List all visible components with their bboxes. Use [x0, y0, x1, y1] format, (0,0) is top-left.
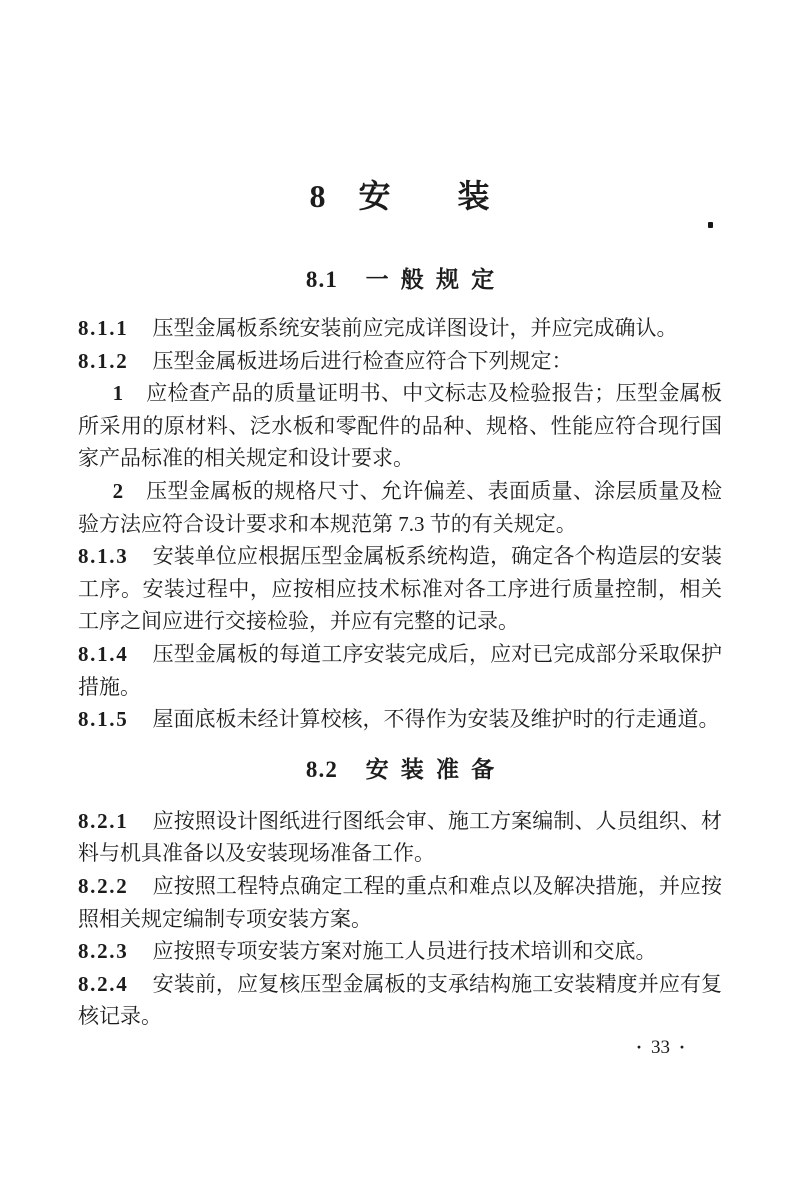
clause-8-2-3: [78, 935, 722, 968]
clause-number: 8.1.1: [78, 316, 129, 340]
sub-item-text: 压型金属板的规格尺寸、允许偏差、表面质量、涂层质量及检验方法应符合设计要求和本规范第 7.3 节的有关规定。: [78, 478, 722, 536]
section-number: 8.2: [305, 756, 339, 782]
footer-dot-left: ·: [635, 1036, 642, 1057]
page-footer: [78, 1035, 722, 1060]
clause-number: 8.2.1: [78, 808, 129, 833]
clause-text: 压型金属板的每道工序安装完成后，应对已完成部分采取保护措施。: [78, 641, 722, 699]
clause-8-1-2: [78, 345, 722, 378]
sub-item-number: 1: [112, 381, 125, 406]
section-heading-8-1: [78, 265, 722, 295]
clause-number: 8.2.3: [78, 939, 129, 964]
section-title: 一 般 规 定: [365, 267, 495, 292]
clause-8-2-1: [78, 805, 722, 870]
clause-text: 安装单位应根据压型金属板系统构造，确定各个构造层的安装工序。安装过程中，应按相应技术标准对各工序进行质量控制，相关工序之间应进行交接检验，并应有完整的记录。: [78, 544, 722, 634]
ink-speck: [708, 222, 713, 228]
sub-item-text: 应检查产品的质量证明书、中文标志及检验报告；压型金属板所采用的原材料、泛水板和零配件的品种、规格、性能应符合现行国家产品标准的相关规定和设计要求。: [78, 381, 722, 471]
clause-text: 安装前，应复核压型金属板的支承结构施工安装精度并应有复核记录。: [78, 971, 722, 1029]
clause-8-1-1: [78, 312, 722, 345]
chapter-heading: [78, 176, 722, 216]
clause-number: 8.1.5: [78, 707, 129, 732]
page-number: 33: [650, 1036, 670, 1058]
clause-8-1-5: [78, 703, 722, 736]
section-body-8-2: [78, 805, 722, 1033]
clause-number: 8.1.3: [78, 544, 129, 569]
clause-text: 应按照设计图纸进行图纸会审、施工方案编制、人员组织、材料与机具准备以及安装现场准备工作。: [78, 808, 722, 866]
sub-item-2: [78, 475, 722, 540]
clause-8-2-2: [78, 870, 722, 935]
clause-text: 应按照专项安装方案对施工人员进行技术培训和交底。: [152, 939, 657, 964]
clause-number: 8.2.4: [78, 971, 129, 996]
section-number: 8.1: [305, 267, 339, 292]
clause-number: 8.1.4: [78, 641, 129, 666]
chapter-title: 安 装: [358, 178, 491, 214]
clause-8-1-3: [78, 540, 722, 638]
footer-dot-right: ·: [678, 1036, 685, 1057]
chapter-number: 8: [309, 178, 327, 214]
section-heading-8-2: [78, 755, 722, 785]
clause-text: 压型金属板进场后进行检查应符合下列规定：: [152, 348, 573, 373]
section-body-8-1: [78, 312, 722, 736]
sub-item-1: [78, 377, 722, 475]
clause-text: 应按照工程特点确定工程的重点和难点以及解决措施，并应按照相关规定编制专项安装方案。: [78, 873, 722, 931]
clause-8-2-4: [78, 968, 722, 1033]
clause-text: 压型金属板系统安装前应完成详图设计，并应完成确认。: [152, 316, 678, 340]
clause-8-1-4: [78, 638, 722, 703]
clause-text: 屋面底板未经计算校核，不得作为安装及维护时的行走通道。: [152, 707, 720, 732]
sub-item-number: 2: [112, 478, 125, 503]
clause-number: 8.2.2: [78, 873, 129, 898]
clause-number: 8.1.2: [78, 348, 129, 373]
section-title: 安 装 准 备: [365, 756, 495, 782]
